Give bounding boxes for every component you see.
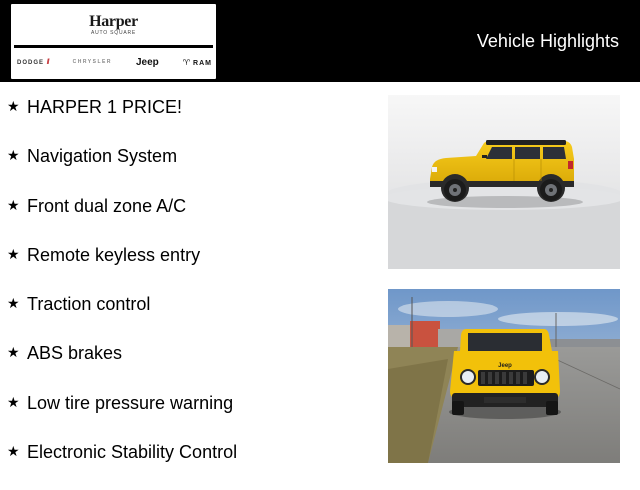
star-icon: ★ [7, 245, 20, 262]
feature-label: Traction control [27, 294, 151, 315]
feature-item [7, 342, 377, 391]
svg-text:Jeep: Jeep [498, 363, 512, 369]
feature-item [7, 195, 377, 244]
feature-label: ABS brakes [27, 343, 123, 364]
star-icon: ★ [7, 147, 20, 164]
header-bar [0, 0, 640, 82]
star-icon: ★ [7, 196, 20, 213]
feature-item [7, 244, 377, 293]
feature-label: Remote keyless entry [27, 244, 201, 265]
chrysler-logo: CHRYSLER [72, 59, 112, 65]
star-icon: ★ [7, 98, 20, 114]
star-icon: ★ [7, 443, 20, 460]
feature-label: HARPER 1 PRICE! [27, 97, 183, 117]
dealer-name: Harper [89, 13, 138, 30]
feature-label: Front dual zone A/C [27, 195, 187, 216]
star-icon: ★ [7, 393, 20, 410]
brand-logos [17, 53, 212, 71]
page-title: Vehicle Highlights [476, 31, 619, 51]
logo-divider [14, 45, 213, 48]
feature-list [7, 96, 377, 490]
dodge-logo: DODGE // [17, 58, 49, 66]
star-icon: ★ [7, 344, 20, 361]
vehicle-side-photo[interactable] [388, 95, 620, 269]
feature-label: Navigation System [27, 146, 178, 167]
dealer-wordmark [11, 4, 216, 44]
jeep-logo: Jeep [136, 56, 159, 68]
ram-logo: ♈ RAM [182, 57, 212, 67]
feature-item [7, 96, 377, 145]
dealer-subtitle: AUTO SQUARE [90, 30, 137, 36]
feature-label: Electronic Stability Control [27, 442, 238, 463]
feature-item [7, 145, 377, 194]
feature-label: Low tire pressure warning [27, 392, 234, 413]
ram-head-icon: ♈ [182, 57, 192, 67]
feature-item [7, 441, 377, 490]
feature-item [7, 293, 377, 342]
star-icon: ★ [7, 295, 20, 312]
feature-item [7, 392, 377, 441]
vehicle-front-photo[interactable] [388, 289, 620, 463]
dealer-logo[interactable] [11, 4, 216, 79]
